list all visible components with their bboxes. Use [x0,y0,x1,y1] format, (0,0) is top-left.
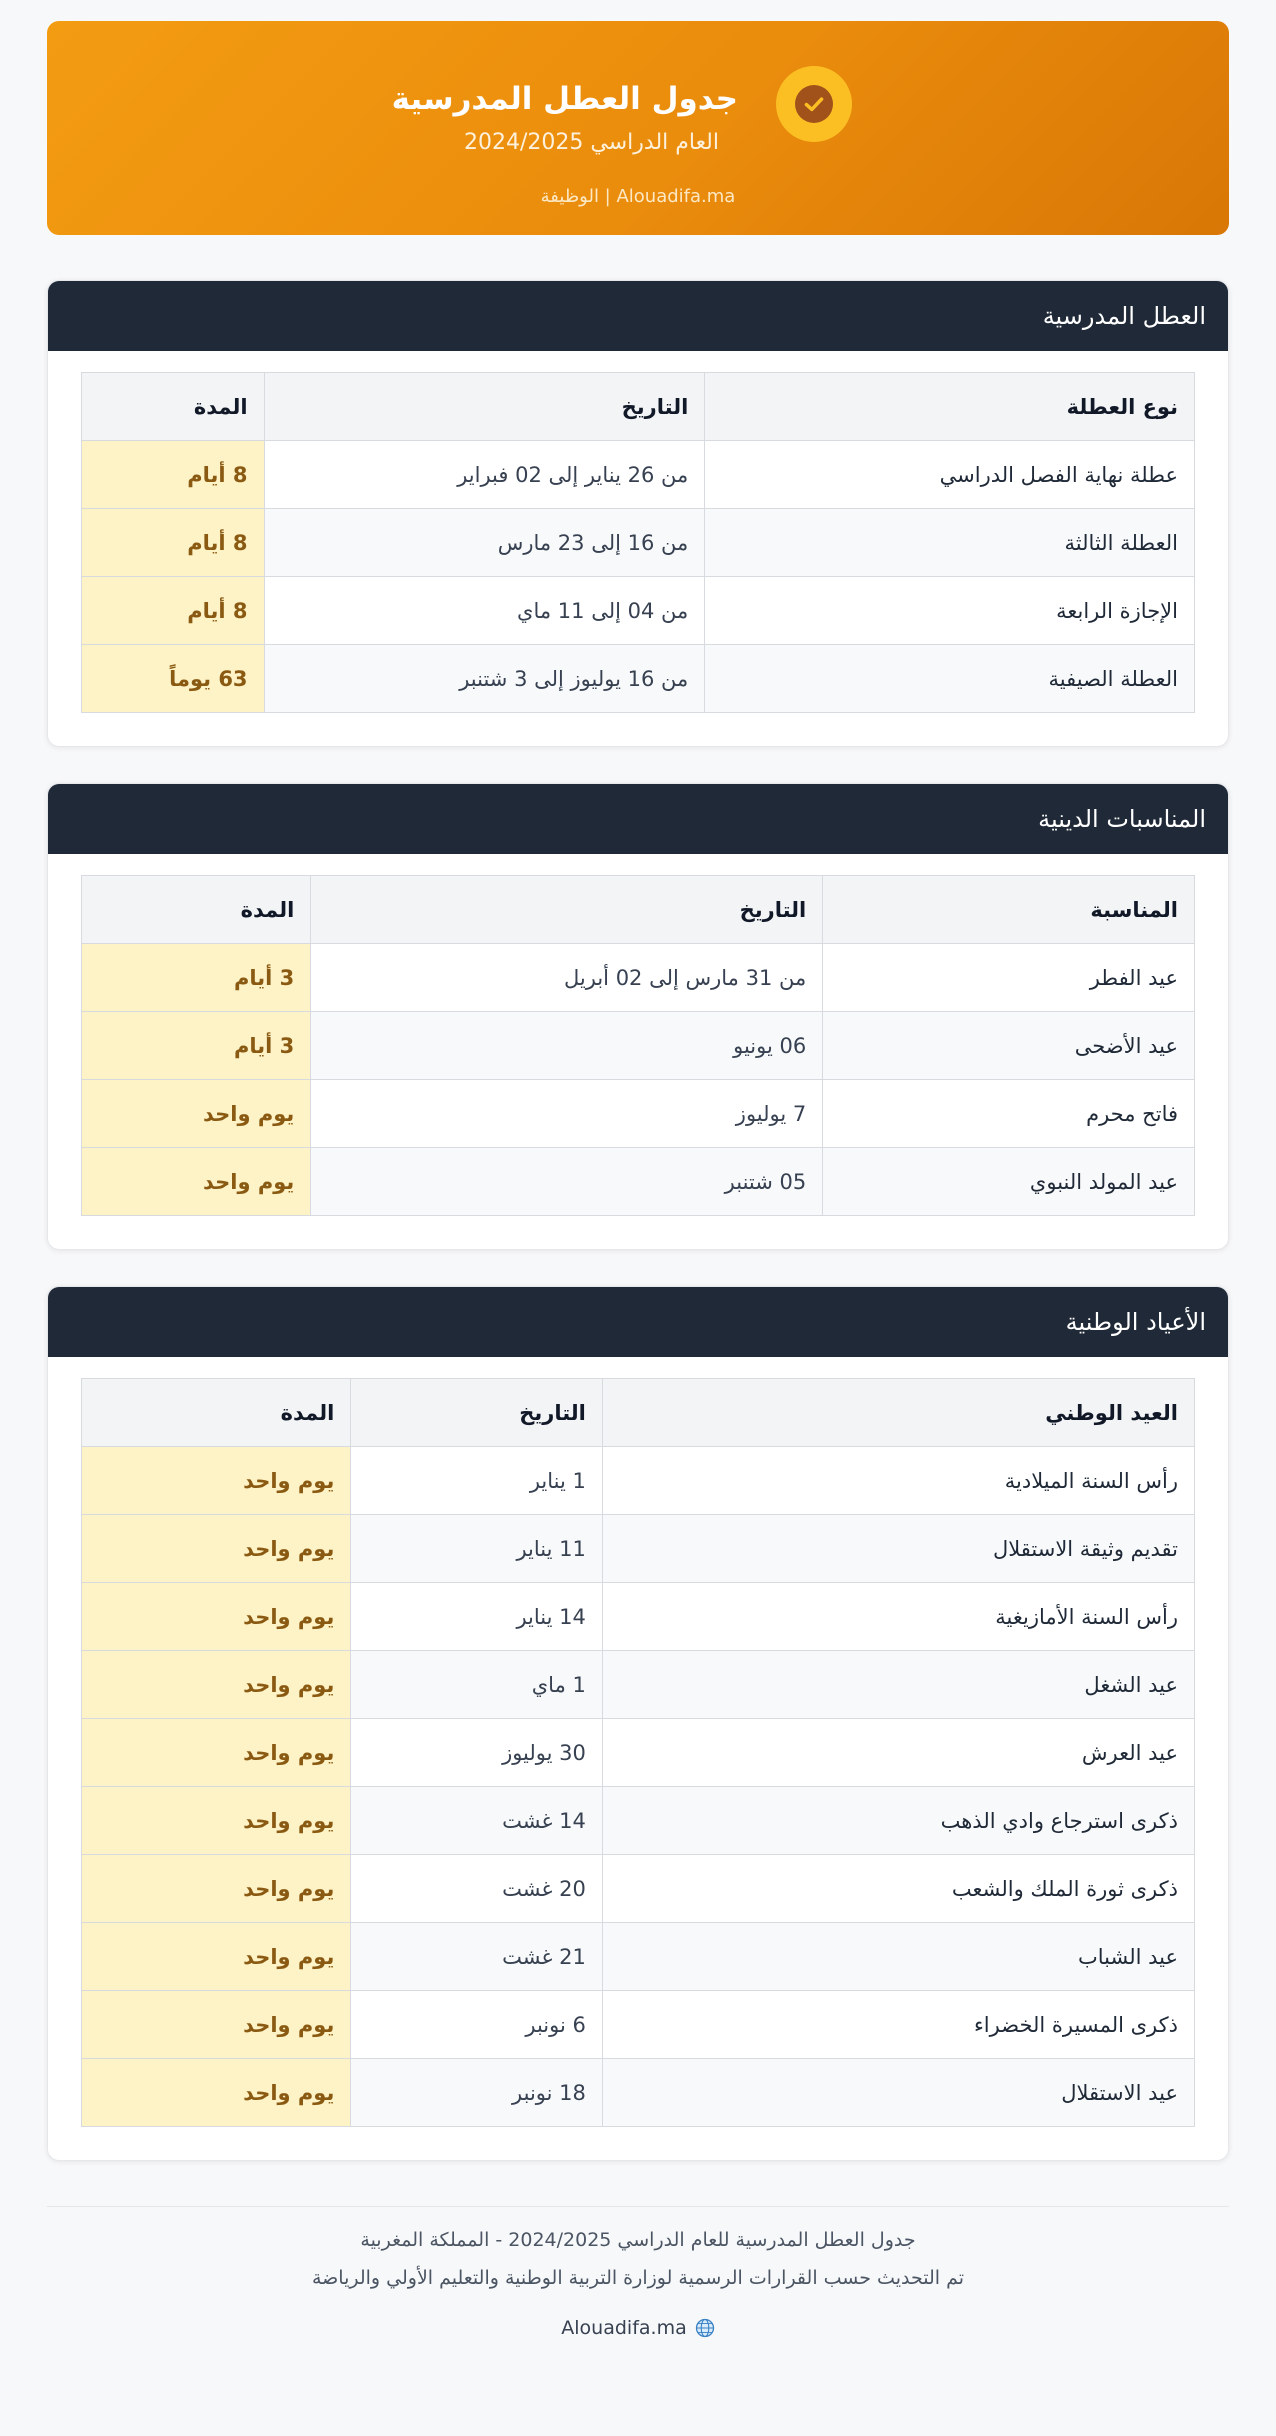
page-header [47,21,1229,235]
page-footer [47,2206,1229,2339]
national-day-name: عيد العرش [602,1719,1194,1787]
table-row [82,509,1195,577]
footer-line: جدول العطل المدرسية للعام الدراسي 2024/2025 - المملكة المغربية [360,2229,916,2251]
national-day-name: ذكرى استرجاع وادي الذهب [602,1787,1194,1855]
holiday-duration: 8 أيام [82,509,265,577]
table-row [82,944,1195,1012]
holiday-name: الإجازة الرابعة [705,577,1195,645]
national-holidays-table [81,1378,1195,2127]
occasion-name: فاتح محرم [823,1080,1195,1148]
table-row [82,1787,1195,1855]
national-day-duration: يوم واحد [82,1923,351,1991]
national-day-date: 1 ماي [351,1651,603,1719]
section-heading: المناسبات الدينية [48,784,1228,854]
table-row [82,1148,1195,1216]
table-row [82,1080,1195,1148]
national-day-name: عيد الشغل [602,1651,1194,1719]
column-header: المدة [82,876,311,944]
national-day-date: 14 غشت [351,1787,603,1855]
page-subtitle: العام الدراسي 2024/2025 [464,130,719,155]
occasion-name: عيد الفطر [823,944,1195,1012]
occasion-date: من 31 مارس إلى 02 أبريل [311,944,823,1012]
occasion-duration: 3 أيام [82,944,311,1012]
holiday-duration: 8 أيام [82,441,265,509]
national-day-name: عيد الشباب [602,1923,1194,1991]
national-day-duration: يوم واحد [82,1855,351,1923]
check-icon [795,85,833,123]
holiday-name: عطلة نهاية الفصل الدراسي [705,441,1195,509]
occasion-date: 05 شتنبر [311,1148,823,1216]
national-day-date: 20 غشت [351,1855,603,1923]
national-day-duration: يوم واحد [82,1991,351,2059]
holiday-duration: 8 أيام [82,577,265,645]
footer-site-link[interactable]: Alouadifa.ma [561,2317,687,2339]
national-day-duration: يوم واحد [82,1447,351,1515]
column-header: المدة [82,373,265,441]
table-row [82,1855,1195,1923]
table-row [82,1923,1195,1991]
holiday-date: من 16 يوليوز إلى 3 شتنبر [264,645,705,713]
school-holidays-table [81,372,1195,713]
national-day-name: ذكرى المسيرة الخضراء [602,1991,1194,2059]
national-day-duration: يوم واحد [82,1515,351,1583]
national-day-name: عيد الاستقلال [602,2059,1194,2127]
national-day-duration: يوم واحد [82,2059,351,2127]
table-row [82,2059,1195,2127]
table-header-row [82,876,1195,944]
column-header: نوع العطلة [705,373,1195,441]
table-row [82,1515,1195,1583]
holiday-duration: 63 يوماً [82,645,265,713]
religious-occasions-table [81,875,1195,1216]
holiday-name: العطلة الثالثة [705,509,1195,577]
table-row [82,1447,1195,1515]
occasion-duration: يوم واحد [82,1080,311,1148]
table-row [82,441,1195,509]
national-day-date: 1 يناير [351,1447,603,1515]
footer-site [47,2317,1229,2339]
occasion-duration: يوم واحد [82,1148,311,1216]
occasion-duration: 3 أيام [82,1012,311,1080]
column-header: العيد الوطني [602,1379,1194,1447]
national-day-date: 21 غشت [351,1923,603,1991]
globe-icon [695,2318,715,2338]
table-row [82,1991,1195,2059]
column-header: المدة [82,1379,351,1447]
religious-occasions-section [47,783,1229,1250]
table-row [82,1651,1195,1719]
column-header: التاريخ [311,876,823,944]
column-header: التاريخ [264,373,705,441]
page-title: جدول العطل المدرسية [391,81,738,117]
holiday-name: العطلة الصيفية [705,645,1195,713]
national-day-duration: يوم واحد [82,1583,351,1651]
footer-line: تم التحديث حسب القرارات الرسمية لوزارة التربية الوطنية والتعليم الأولي والرياضة [311,2267,964,2289]
occasion-date: 06 يونيو [311,1012,823,1080]
holiday-date: من 26 يناير إلى 02 فبراير [264,441,705,509]
site-label: Alouadifa.ma | الوظيفة [540,186,736,207]
table-header-row [82,1379,1195,1447]
national-day-date: 6 نونبر [351,1991,603,2059]
table-row [82,1583,1195,1651]
column-header: التاريخ [351,1379,603,1447]
national-day-duration: يوم واحد [82,1787,351,1855]
national-day-name: رأس السنة الميلادية [602,1447,1194,1515]
national-day-duration: يوم واحد [82,1651,351,1719]
national-day-date: 30 يوليوز [351,1719,603,1787]
table-row [82,1719,1195,1787]
holiday-date: من 16 إلى 23 مارس [264,509,705,577]
national-day-name: تقديم وثيقة الاستقلال [602,1515,1194,1583]
national-day-date: 11 يناير [351,1515,603,1583]
national-holidays-section [47,1286,1229,2161]
occasion-name: عيد الأضحى [823,1012,1195,1080]
holiday-date: من 04 إلى 11 ماي [264,577,705,645]
national-day-name: ذكرى ثورة الملك والشعب [602,1855,1194,1923]
national-day-name: رأس السنة الأمازيغية [602,1583,1194,1651]
section-heading: الأعياد الوطنية [48,1287,1228,1357]
occasion-date: 7 يوليوز [311,1080,823,1148]
table-row [82,577,1195,645]
column-header: المناسبة [823,876,1195,944]
national-day-duration: يوم واحد [82,1719,351,1787]
section-heading: العطل المدرسية [48,281,1228,351]
check-badge [776,66,852,142]
national-day-date: 14 يناير [351,1583,603,1651]
national-day-date: 18 نونبر [351,2059,603,2127]
school-holidays-section [47,280,1229,747]
table-row [82,1012,1195,1080]
occasion-name: عيد المولد النبوي [823,1148,1195,1216]
table-header-row [82,373,1195,441]
table-row [82,645,1195,713]
